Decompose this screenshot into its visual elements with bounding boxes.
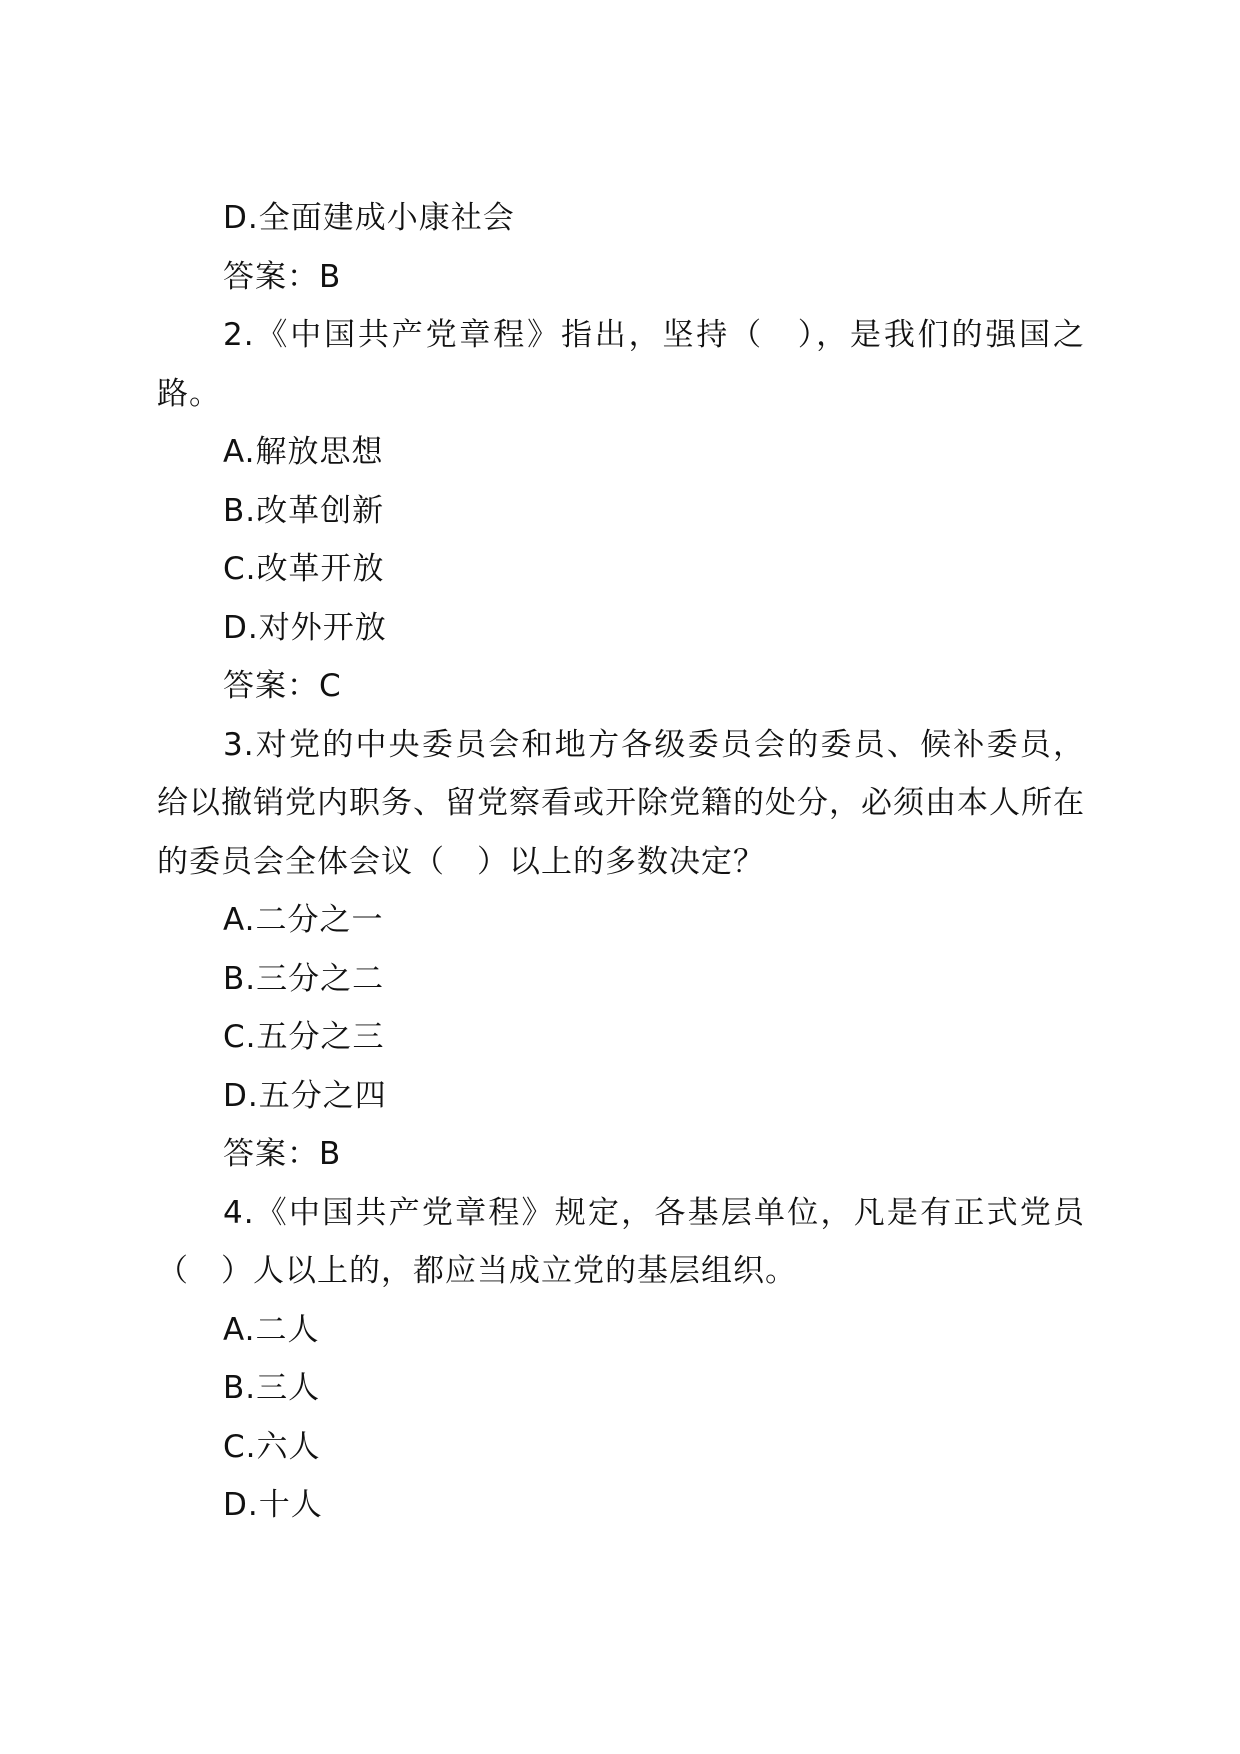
question-4: 4.《中国共产党章程》规定，各基层单位，凡是有正式党员（ ）人以上的，都应当成立党的基层组织。 xyxy=(157,1194,1085,1289)
question-3: 3.对党的中央委员会和地方各级委员会的委员、候补委员，给以撤销党内职务、留党察看或开除党籍的处分，必须由本人所在的委员会全体会议（ ）以上的多数决定？ xyxy=(157,726,1085,880)
option-q4-a: A.二人 xyxy=(223,1311,320,1348)
option-q4-b: B.三人 xyxy=(223,1370,321,1406)
answer-q3: 答案：B xyxy=(223,1136,342,1172)
option-q3-b: B.三分之二 xyxy=(223,960,385,997)
option-q1-d: D.全面建成小康社会 xyxy=(223,200,515,236)
option-q2-d: D.对外开放 xyxy=(223,609,387,646)
option-q3-d: D.五分之四 xyxy=(223,1077,387,1114)
document-body xyxy=(157,189,1085,1535)
answer-q1: 答案：B xyxy=(223,258,342,295)
question-2: 2.《中国共产党章程》指出，坚持（ ），是我们的强国之路。 xyxy=(157,317,1085,412)
option-q4-d: D.十人 xyxy=(223,1487,323,1523)
option-q2-b: B.改革创新 xyxy=(223,492,385,529)
option-q3-a: A.二分之一 xyxy=(223,902,384,938)
option-q2-a: A.解放思想 xyxy=(223,434,384,470)
option-q4-c: C.六人 xyxy=(223,1428,321,1465)
answer-q2: 答案：C xyxy=(223,668,342,704)
option-q2-c: C.改革开放 xyxy=(223,551,385,587)
option-q3-c: C.五分之三 xyxy=(223,1019,385,1055)
